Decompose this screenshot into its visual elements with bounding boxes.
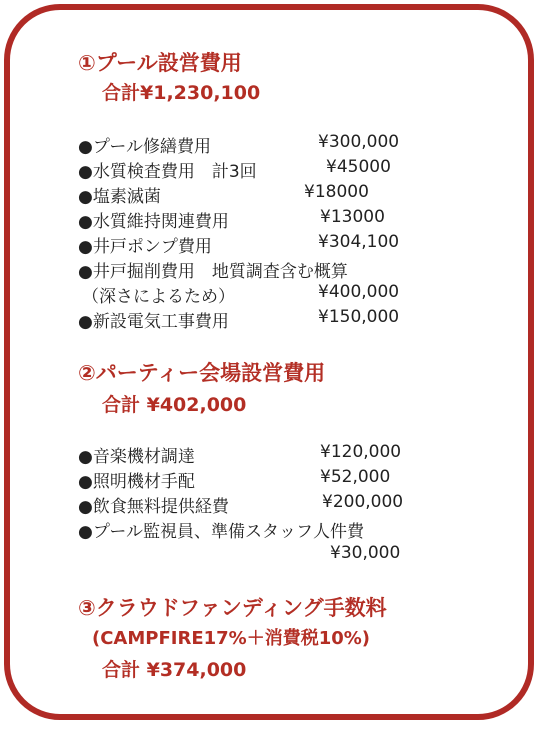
section1-item-price: ¥400,000 xyxy=(318,282,400,302)
section1-heading: ①プール設営費用 xyxy=(78,51,242,75)
section1-item-price: ¥150,000 xyxy=(318,307,400,327)
section1-item-label: ●塩素滅菌 xyxy=(78,187,161,207)
section2-item-price: ¥52,000 xyxy=(320,467,391,487)
section1-item-label: ●新設電気工事費用 xyxy=(78,312,229,332)
section1-item-label: ●水質検査費用 計3回 xyxy=(78,162,257,182)
section2-item-price: ¥200,000 xyxy=(322,492,404,512)
section1-item-label: ●水質維持関連費用 xyxy=(78,212,229,232)
section1-item-label: ●プール修繕費用 xyxy=(78,137,211,157)
section1-item-label: （深さによるため） xyxy=(82,287,235,307)
section2-total: 合計 ¥402,000 xyxy=(102,394,247,416)
section3-total: 合計 ¥374,000 xyxy=(102,659,247,681)
section1-item-label: ●井戸掘削費用 地質調査含む概算 xyxy=(78,262,348,282)
section2-heading: ②パーティー会場設営費用 xyxy=(78,361,326,385)
section2-item-label: ●音楽機材調達 xyxy=(78,447,195,467)
section2-item-label: ●プール監視員、準備スタッフ人件費 xyxy=(78,522,364,542)
section1-item-price: ¥304,100 xyxy=(318,232,400,252)
section3-heading: ③クラウドファンディング手数料 xyxy=(78,596,387,620)
section2-item-price: ¥120,000 xyxy=(320,442,402,462)
section1-total: 合計¥1,230,100 xyxy=(102,82,261,104)
section3-note: (CAMPFIRE17%＋消費税10%) xyxy=(92,628,371,649)
section1-item-price: ¥45000 xyxy=(326,157,391,177)
section1-item-label: ●井戸ポンプ費用 xyxy=(78,237,212,257)
section1-item-price: ¥18000 xyxy=(304,182,369,202)
section1-item-price: ¥13000 xyxy=(320,207,385,227)
section2-item-price: ¥30,000 xyxy=(330,543,401,563)
section1-item-price: ¥300,000 xyxy=(318,132,400,152)
section2-item-label: ●飲食無料提供経費 xyxy=(78,497,229,517)
section2-item-label: ●照明機材手配 xyxy=(78,472,195,492)
